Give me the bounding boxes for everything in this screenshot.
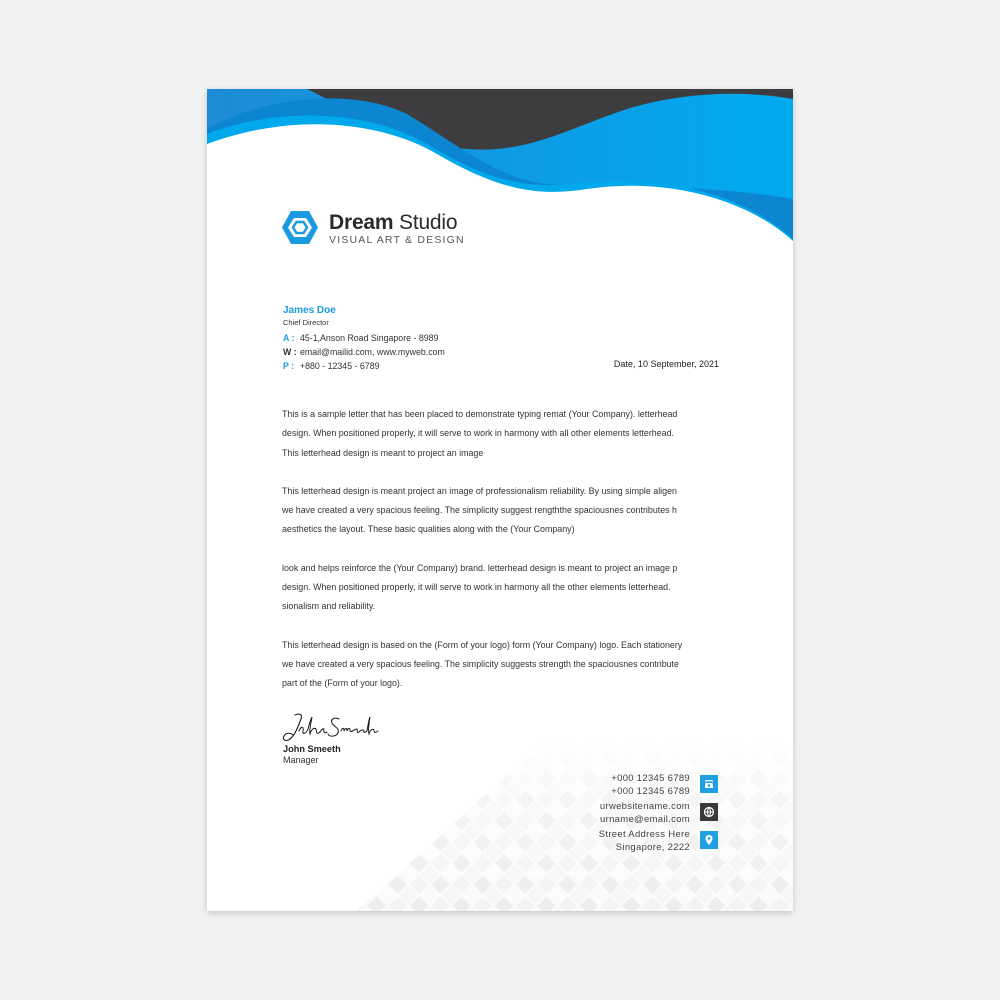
body-paragraph xyxy=(282,405,720,463)
phone-number: +000 12345 6789 xyxy=(611,773,690,784)
letterhead-page xyxy=(207,89,793,911)
sender-block xyxy=(283,305,445,373)
body-line: part of the (Form of your logo). xyxy=(282,678,403,689)
sender-title: Chief Director xyxy=(283,318,329,327)
body-paragraph xyxy=(282,482,720,540)
footer-contact xyxy=(458,773,718,857)
body-line: we have created a very spacious feeling. The simplicity suggest rengththe spaciousnes contributes h xyxy=(282,505,677,516)
letter-date: Date, 10 September, 2021 xyxy=(613,359,719,369)
signer-block xyxy=(283,744,341,766)
email-text: urname@email.com xyxy=(600,813,690,825)
letter-body xyxy=(282,405,720,713)
signer-role: Manager xyxy=(283,755,319,765)
body-paragraph xyxy=(282,559,720,617)
body-line: aesthetics the layout. These basic qualities along with the (Your Company) xyxy=(282,524,575,535)
website-text: urwebsitename.com xyxy=(599,801,690,812)
location-pin-icon xyxy=(700,831,718,849)
city-text: Singapore, 2222 xyxy=(615,841,690,853)
handwritten-signature xyxy=(281,711,381,745)
sender-phone-row: P : +880 - 12345 - 6789 xyxy=(283,361,380,371)
body-line: we have created a very spacious feeling. The simplicity suggests strength the spaciousnes contribute xyxy=(282,658,679,669)
brand-tagline: VISUAL ART & DESIGN xyxy=(329,234,465,246)
hexagon-logo-icon xyxy=(281,210,319,245)
body-line: This letterhead design is meant project an image of professionalism reliability. By using simple aligen xyxy=(282,485,677,496)
phone-number: +000 12345 6789 xyxy=(611,785,690,797)
body-paragraph xyxy=(282,636,720,694)
body-line: This letterhead design is meant to project an image xyxy=(282,447,484,458)
body-line: This is a sample letter that has been placed to demonstrate typing remat (Your Company). letterhead xyxy=(282,409,678,419)
contact-web xyxy=(458,801,718,826)
header-waves xyxy=(207,89,793,289)
body-line: look and helps reinforce the (Your Company) brand. letterhead design is meant to project an image p xyxy=(282,562,678,573)
contact-phones xyxy=(458,773,718,798)
sender-name: James Doe xyxy=(283,305,336,316)
contact-address xyxy=(458,829,718,854)
body-line: design. When positioned properly, it will serve to work in harmony with all other elements letterhead. xyxy=(282,428,675,439)
sender-address-row: A : 45-1,Anson Road Singapore - 8989 xyxy=(283,333,439,343)
body-line: This letterhead design is based on the (Form of your logo) form (Your Company) logo. Each stationery xyxy=(282,639,683,650)
brand-name: Dream Studio xyxy=(329,211,458,234)
signer-name: John Smeeth xyxy=(283,744,341,754)
sender-web-row: W : email@mailid.com, www.myweb.com xyxy=(283,347,445,357)
body-line: sionalism and reliability. xyxy=(282,601,376,612)
brand-block xyxy=(329,211,465,246)
globe-icon xyxy=(700,803,718,821)
phone-icon xyxy=(700,775,718,793)
body-line: design. When positioned properly, it will serve to work in harmony all the other elements letterhead. xyxy=(282,582,671,593)
street-text: Street Address Here xyxy=(598,829,690,840)
